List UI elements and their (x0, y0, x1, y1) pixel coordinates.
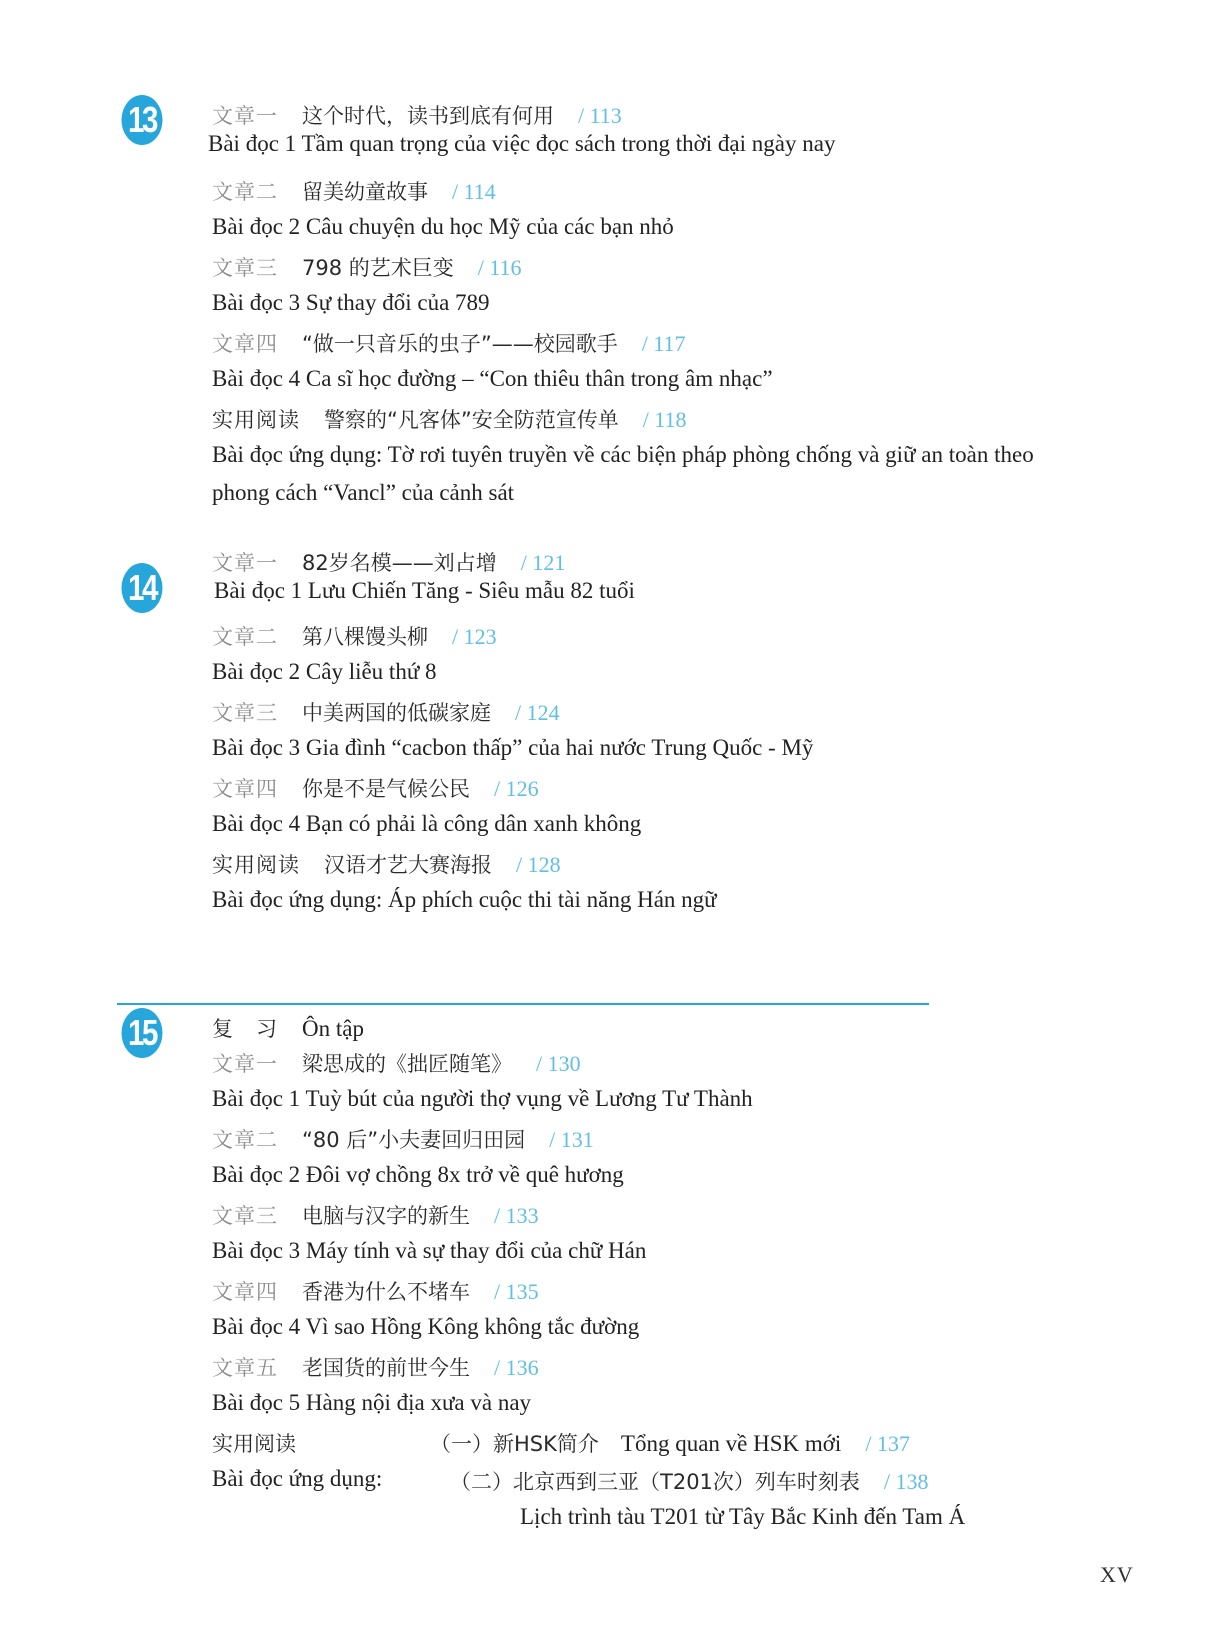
entry-tag: 实用阅读 (212, 408, 300, 432)
entry-title: 老国货的前世今生 (302, 1356, 470, 1380)
toc-entry-vn: Bài đọc 4 Bạn có phải là công dân xanh không (212, 811, 642, 836)
toc-entry-cn[interactable] (212, 697, 560, 727)
entry-tag: 文章三 (212, 1204, 278, 1228)
toc-entry-cn[interactable] (212, 252, 522, 282)
unit-number-badge: 13 (122, 95, 163, 145)
toc-entry-vn-continued: phong cách “Vancl” của cảnh sát (212, 480, 515, 505)
toc-entry-cn[interactable] (212, 1048, 581, 1078)
practical-part-2[interactable] (450, 1466, 929, 1496)
entry-title: 这个时代，读书到底有何用 (302, 104, 554, 128)
entry-page: / 136 (494, 1355, 539, 1380)
entry-tag: 实用阅读 (212, 1432, 296, 1456)
entry-page: / 133 (494, 1203, 539, 1228)
entry-page: / 126 (494, 776, 539, 801)
toc-entry-vn: Bài đọc 3 Sự thay đổi của 789 (212, 290, 490, 315)
entry-page: / 131 (549, 1127, 594, 1152)
entry-tag: 文章一 (212, 551, 278, 575)
toc-entry-vn: Bài đọc 1 Lưu Chiến Tăng - Siêu mẫu 82 tuổi (214, 578, 635, 603)
toc-entry-vn: Bài đọc ứng dụng: Áp phích cuộc thi tài năng Hán ngữ (212, 887, 717, 912)
entry-title: 汉语才艺大赛海报 (324, 853, 492, 877)
entry-title: 留美幼童故事 (302, 180, 428, 204)
toc-entry-vn: Bài đọc 1 Tuỳ bút của người thợ vụng về Lương Tư Thành (212, 1086, 753, 1111)
entry-page: / 117 (641, 331, 686, 356)
unit-number-badge: 15 (122, 1008, 163, 1058)
entry-tag: 文章三 (212, 701, 278, 725)
toc-entry-cn[interactable] (212, 1276, 539, 1306)
entry-tag: 文章二 (212, 625, 278, 649)
toc-entry-vn: Bài đọc 5 Hàng nội địa xưa và nay (212, 1390, 532, 1415)
entry-page: / 123 (452, 624, 497, 649)
entry-title: 警察的“凡客体”安全防范宣传单 (324, 408, 619, 432)
toc-entry-vn: Bài đọc ứng dụng: Tờ rơi tuyên truyền về các biện pháp phòng chống và giữ an toàn theo (212, 442, 1034, 467)
entry-tag: 文章一 (212, 104, 278, 128)
toc-entry-cn[interactable] (212, 621, 497, 651)
entry-page: / 138 (883, 1469, 929, 1494)
toc-entry-vn: Bài đọc 2 Câu chuyện du học Mỹ của các bạn nhỏ (212, 214, 674, 239)
entry-tag: 实用阅读 (212, 853, 300, 877)
toc-entry-cn[interactable] (212, 1352, 539, 1382)
toc-entry-review[interactable] (212, 1013, 364, 1043)
toc-entry-vn: Bài đọc 4 Ca sĩ học đường – “Con thiêu thân trong âm nhạc” (212, 366, 773, 391)
page-number: XV (1100, 1562, 1134, 1587)
entry-tag: 文章三 (212, 256, 278, 280)
entry-title: 香港为什么不堵车 (302, 1280, 470, 1304)
entry-tag: 文章二 (212, 1128, 278, 1152)
section-divider (117, 1003, 929, 1005)
toc-entry-cn[interactable] (212, 1124, 594, 1154)
practical-part-1[interactable] (430, 1428, 910, 1458)
entry-page: / 130 (536, 1051, 581, 1076)
practical-part-2-vn: Lịch trình tàu T201 từ Tây Bắc Kinh đến Tam Á (520, 1504, 966, 1529)
entry-review-vn: Ôn tập (302, 1016, 364, 1041)
toc-entry-cn[interactable] (212, 404, 687, 434)
unit-number-badge: 14 (122, 563, 163, 613)
entry-title: 中美两国的低碳家庭 (302, 701, 491, 725)
entry-title: （一）新HSK简介 (430, 1432, 599, 1456)
entry-page: / 113 (578, 103, 622, 128)
entry-tag: 复 习 (212, 1017, 278, 1041)
entry-page: / 137 (865, 1431, 910, 1456)
toc-entry-cn[interactable] (212, 328, 686, 358)
toc-entry-cn[interactable] (212, 547, 565, 577)
toc-entry-vn: Bài đọc 1 Tầm quan trọng của việc đọc sách trong thời đại ngày nay (208, 131, 836, 156)
entry-title: 梁思成的《拙匠随笔》 (302, 1052, 512, 1076)
toc-entry-vn: Bài đọc 2 Cây liễu thứ 8 (212, 659, 437, 684)
entry-tag: 文章四 (212, 332, 278, 356)
entry-tag: 文章五 (212, 1356, 278, 1380)
entry-page: / 116 (477, 255, 522, 280)
entry-page: / 124 (515, 700, 560, 725)
entry-title: 电脑与汉字的新生 (302, 1204, 470, 1228)
entry-page: / 135 (494, 1279, 539, 1304)
toc-entry-cn[interactable] (212, 1200, 539, 1230)
entry-page: / 121 (520, 550, 566, 575)
toc-entry-vn: Bài đọc 4 Vì sao Hồng Kông không tắc đường (212, 1314, 640, 1339)
entry-page: / 128 (516, 852, 561, 877)
entry-tag: 文章二 (212, 180, 278, 204)
toc-entry-cn[interactable] (212, 849, 561, 879)
toc-entry-vn: Bài đọc 2 Đôi vợ chồng 8x trở về quê hương (212, 1162, 624, 1187)
entry-title: “做一只音乐的虫子”——校园歌手 (302, 332, 618, 356)
entry-tag: 文章一 (212, 1052, 278, 1076)
toc-entry-cn[interactable] (212, 773, 539, 803)
toc-entry-cn[interactable] (212, 100, 622, 130)
entry-title: 82岁名模——刘占增 (302, 551, 497, 575)
entry-title: 798 的艺术巨变 (302, 256, 454, 280)
entry-tag: 文章四 (212, 777, 278, 801)
entry-title: （二）北京西到三亚（T201次）列车时刻表 (450, 1470, 860, 1494)
entry-title: 第八棵馒头柳 (302, 625, 428, 649)
toc-entry-cn[interactable] (212, 176, 496, 206)
entry-page: / 114 (452, 179, 496, 204)
entry-page: / 118 (642, 407, 687, 432)
entry-title: “80 后”小夫妻回归田园 (302, 1128, 526, 1152)
entry-title-vn: Tổng quan về HSK mới (620, 1431, 842, 1456)
entry-tag: 文章四 (212, 1280, 278, 1304)
toc-entry-vn: Bài đọc 3 Máy tính và sự thay đổi của chữ Hán (212, 1238, 647, 1263)
practical-reading-tag (212, 1428, 296, 1458)
toc-entry-vn: Bài đọc 3 Gia đình “cacbon thấp” của hai nước Trung Quốc - Mỹ (212, 735, 814, 760)
entry-title: 你是不是气候公民 (302, 777, 470, 801)
practical-reading-vn-tag: Bài đọc ứng dụng: (212, 1466, 383, 1491)
